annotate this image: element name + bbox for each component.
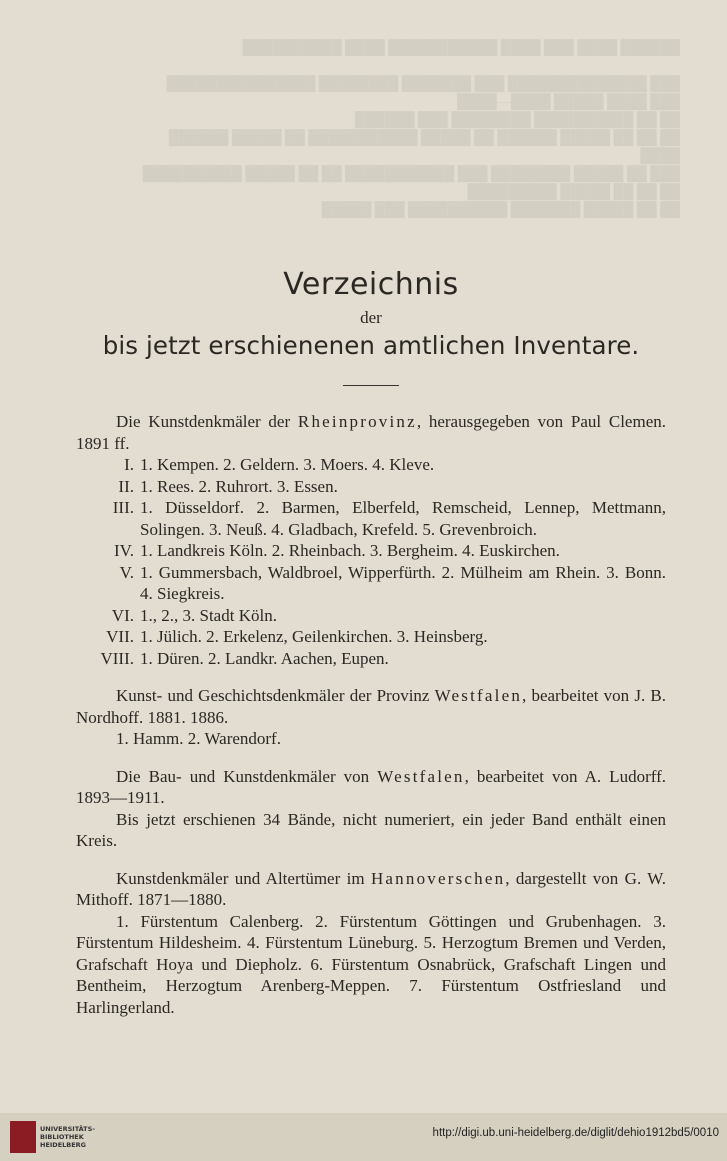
entry-westfalen-nordhoff (76, 685, 666, 750)
volume-item (76, 540, 666, 562)
volume-list (76, 454, 666, 669)
volume-number: VIII. (100, 648, 134, 668)
volume-item (76, 454, 666, 476)
entry-lead (76, 685, 666, 728)
volume-text: 1., 2., 3. Stadt Köln. (140, 605, 277, 625)
volume-text: 1. Rees. 2. Ruhrort. 3. Essen. (140, 476, 338, 496)
page-subtitle: bis jetzt erschienenen amtlichen Inventare. (102, 331, 640, 360)
entry-lead-text: , herausgegeben von Paul Clemen. 1891 ff. (76, 412, 666, 453)
entry-region: Westfalen (377, 766, 465, 786)
entry-lead-text: Die Kunstdenkmäler der (116, 412, 298, 431)
volume-item (76, 605, 666, 627)
library-name-line: BIBLIOTHEK (40, 1133, 84, 1141)
entry-lead-text: Kunst- und Geschichtsdenkmäler der Provinz (116, 686, 435, 705)
entry-lead-text: Kunstdenkmäler und Altertümer im (116, 868, 371, 888)
library-name (40, 1125, 95, 1149)
volume-number: VII. (106, 627, 134, 646)
title-connector: der (360, 308, 382, 327)
show-through-text: ██████ ████ ███ ████ ███████████ ████ ██████████ ███ ██████████████ ███ ███████ ████████ ███████████████ ███ ████ █████ ████—████ ██ ██ ██████████ ████████ ███ ██████ ██ ██ ██ █████ ██████ ██ █████ ███████████ ██ █████ ██████ ████ ███ ██ █████ ████████ ███ ███████████ ██ ██ █████ ██████████ ██ ██ ██ █████ █████████ ██ ██ █████ ███████ ██████████ ███ █████ (142, 41, 680, 218)
viewer-footer (0, 1113, 727, 1161)
volume-number: III. (112, 498, 134, 517)
library-name-line: UNIVERSITÄTS- (40, 1125, 95, 1133)
entry-lead-text: Die Bau- und Kunstdenkmäler von (116, 766, 378, 786)
volume-text: 1. Gummersbach, Waldbroel, Wipperfürth. 2. Mülheim am Rhein. 3. Bonn. 4. Siegkreis. (140, 562, 666, 603)
volume-number: IV. (114, 541, 134, 560)
volume-text: 1. Düren. 2. Landkr. Aachen, Eupen. (140, 648, 389, 668)
volume-text: 1. Landkreis Köln. 2. Rheinbach. 3. Bergheim. 4. Euskirchen. (140, 541, 560, 560)
volume-item (76, 648, 666, 670)
entry-region: Hannoverschen (370, 868, 506, 888)
entry-lead (76, 411, 666, 454)
entry-body: 1. Fürstentum Calenberg. 2. Fürstentum Göttingen und Grubenhagen. 3. Fürstentum Hildesheim. 4. Fürstentum Lüneburg. 5. Herzogtum Bremen und Verden, Grafschaft Hoya und Diepholz. 6. Fürstentum Osnabrück, Grafschaft Lingen und Bentheim, Herzogtum Arenberg-Meppen. 7. Fürstentum Ostfriesland und Harlingerland. (76, 911, 666, 1017)
entry-lead (76, 868, 666, 911)
volume-number: V. (119, 562, 134, 582)
volume-text: 1. Düsseldorf. 2. Barmen, Elberfeld, Remscheid, Lennep, Mettmann, Solingen. 3. Neuß. 4. Gladbach, Krefeld. 5. Grevenbroich. (140, 498, 666, 539)
volume-number: II. (118, 476, 134, 496)
entry-body: Bis jetzt erschienen 34 Bände, nicht numeriert, ein jeder Band enthält einen Kreis. (76, 809, 666, 850)
library-name-line: HEIDELBERG (40, 1141, 87, 1149)
title-divider (343, 385, 399, 386)
volume-item (76, 497, 666, 540)
page-title: Verzeichnis (283, 267, 459, 302)
volume-number: VI. (111, 605, 134, 625)
entry-lead-text: , bearbeitet von J. B. Nordhoff. 1881. 1886. (76, 686, 667, 727)
entry-westfalen-ludorff (76, 766, 666, 852)
entry-lead (76, 766, 666, 809)
document-body (76, 265, 666, 1034)
volume-text: 1. Jülich. 2. Erkelenz, Geilenkirchen. 3. Heinsberg. (140, 627, 488, 646)
volume-text: 1. Kempen. 2. Geldern. 3. Moers. 4. Kleve. (140, 455, 435, 474)
entry-region: Rheinprovinz (297, 412, 417, 431)
entry-lead-text: , bearbeitet von A. Ludorff. 1893—1911. (76, 766, 666, 807)
volume-item (76, 562, 666, 605)
entry-body: 1. Hamm. 2. Warendorf. (116, 729, 281, 748)
entry-hannover (76, 868, 666, 1019)
entry-rheinprovinz (76, 411, 666, 669)
source-url-link[interactable]: http://digi.ub.uni-heidelberg.de/diglit/dehio1912bd5/0010 (432, 1127, 719, 1139)
entry-region: Westfalen (434, 686, 523, 705)
university-logo-icon (10, 1121, 36, 1153)
volume-number: I. (124, 455, 134, 474)
volume-item (76, 476, 666, 498)
volume-item (76, 626, 666, 648)
entry-lead-text: , dargestellt von G. W. Mithoff. 1871—1880. (76, 868, 666, 909)
